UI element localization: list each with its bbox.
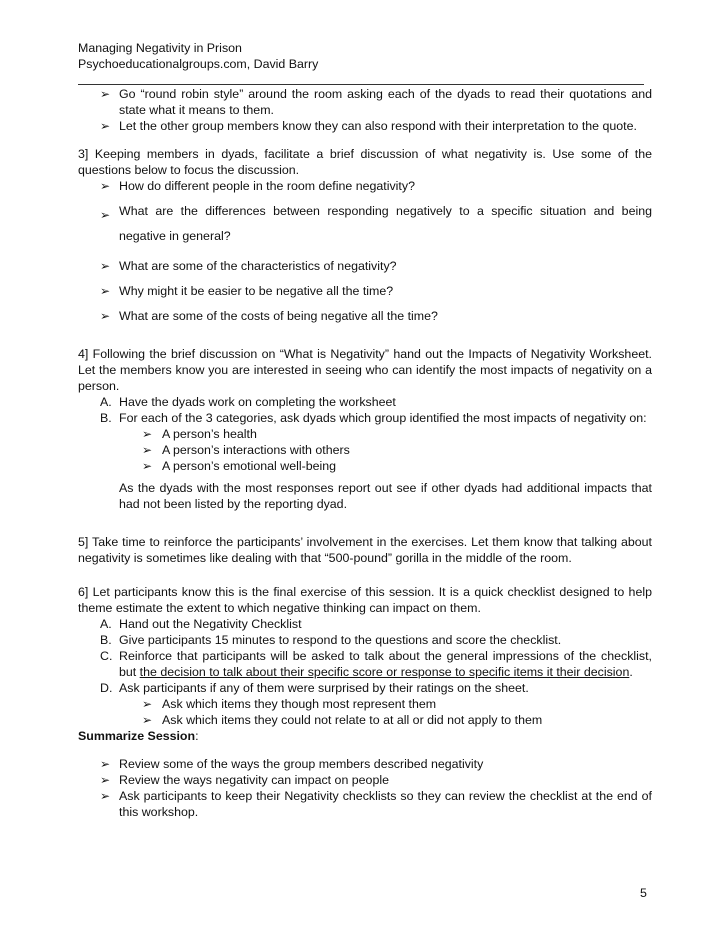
list-item: ➢ Review some of the ways the group members described negativity	[100, 757, 484, 771]
arrow-bullet-icon: ➢	[100, 87, 111, 101]
arrow-bullet-icon: ➢	[100, 119, 111, 133]
step-5-paragraph: 5] Take time to reinforce the participants’ involvement in the exercises. Let them know that talking about negativity is sometimes like dealing with that “500-pound” gorilla in the middle of the room.	[78, 535, 652, 565]
arrow-bullet-icon: ➢	[100, 773, 111, 787]
arrow-bullet-icon: ➢	[142, 427, 153, 441]
header-divider	[78, 84, 644, 85]
list-item: ➢ Ask which items they could not relate to at all or did not apply to them	[142, 713, 543, 727]
step-6-paragraph: 6] Let participants know this is the final exercise of this session. It is a quick checklist designed to help theme estimate the extent to which negative thinking can impact on them.	[78, 585, 652, 615]
list-item: D. Ask participants if any of them were surprised by their ratings on the sheet.	[100, 681, 529, 695]
document-source: Psychoeducationalgroups.com, David Barry	[78, 57, 319, 71]
arrow-bullet-icon: ➢	[100, 789, 111, 803]
list-item: ➢ Go “round robin style” around the room asking each of the dyads to read their quotations and state what it means to them.	[100, 87, 652, 117]
list-item: ➢ Review the ways negativity can impact on people	[100, 773, 389, 787]
page-number: 5	[640, 886, 647, 900]
list-item: ➢ What are some of the characteristics of negativity?	[100, 259, 397, 273]
arrow-bullet-icon: ➢	[100, 179, 111, 193]
summary-bullet-list	[78, 756, 652, 820]
document-title: Managing Negativity in Prison	[78, 41, 242, 55]
list-item: ➢ What are some of the costs of being negative all the time?	[100, 309, 438, 323]
step-4-followup: As the dyads with the most responses report out see if other dyads had additional impacts that had not been listed by the reporting dyad.	[119, 481, 652, 511]
arrow-bullet-icon: ➢	[100, 757, 111, 771]
arrow-bullet-icon: ➢	[142, 713, 153, 727]
arrow-bullet-icon: ➢	[100, 309, 111, 323]
list-item: A. Hand out the Negativity Checklist	[100, 617, 302, 631]
list-item: ➢ What are the differences between responding negatively to a specific situation and being negative in general?	[100, 204, 652, 243]
step-3-paragraph: 3] Keeping members in dyads, facilitate a brief discussion of what negativity is. Use some of the questions below to focus the discussion.	[78, 147, 652, 177]
list-item: ➢ A person’s interactions with others	[142, 443, 350, 457]
list-item: ➢ How do different people in the room define negativity?	[100, 179, 415, 193]
summary-heading: Summarize Session:	[78, 729, 199, 743]
list-item: B. Give participants 15 minutes to respond to the questions and score the checklist.	[100, 633, 562, 647]
step-4-paragraph: 4] Following the brief discussion on “What is Negativity” hand out the Impacts of Negativity Worksheet. Let the members know you are interested in seeing who can identify the most impacts of negativity on a person.	[78, 347, 652, 393]
impact-categories-list	[78, 426, 652, 474]
step-4-list	[78, 394, 652, 426]
step-6-d-subitems	[78, 696, 652, 728]
intro-bullet-list	[78, 86, 652, 134]
arrow-bullet-icon: ➢	[142, 459, 153, 473]
arrow-bullet-icon: ➢	[100, 208, 111, 222]
list-item: ➢ Ask which items they though most represent them	[142, 697, 437, 711]
list-item: C. Reinforce that participants will be asked to talk about the general impressions of the checklist, but the decision to talk about their specific score or response to specific items it their decision.	[100, 649, 652, 679]
list-item: B. For each of the 3 categories, ask dyads which group identified the most impacts of negativity on:	[100, 411, 647, 425]
underlined-emphasis: the decision to talk about their specific score or response to specific items it their decision	[139, 665, 630, 679]
step-6-list	[78, 616, 652, 696]
list-item: A. Have the dyads work on completing the worksheet	[100, 395, 396, 409]
arrow-bullet-icon: ➢	[142, 443, 153, 457]
discussion-questions-list	[78, 178, 652, 324]
arrow-bullet-icon: ➢	[100, 284, 111, 298]
arrow-bullet-icon: ➢	[100, 259, 111, 273]
list-item: ➢ Let the other group members know they can also respond with their interpretation to the quote.	[100, 119, 637, 133]
list-item: ➢ A person’s health	[142, 427, 257, 441]
list-item: ➢ Why might it be easier to be negative all the time?	[100, 284, 394, 298]
list-item: ➢ A person’s emotional well-being	[142, 459, 337, 473]
arrow-bullet-icon: ➢	[142, 697, 153, 711]
document-page	[78, 40, 652, 820]
list-item: ➢ Ask participants to keep their Negativity checklists so they can review the checklist at the end of this workshop.	[100, 789, 652, 819]
